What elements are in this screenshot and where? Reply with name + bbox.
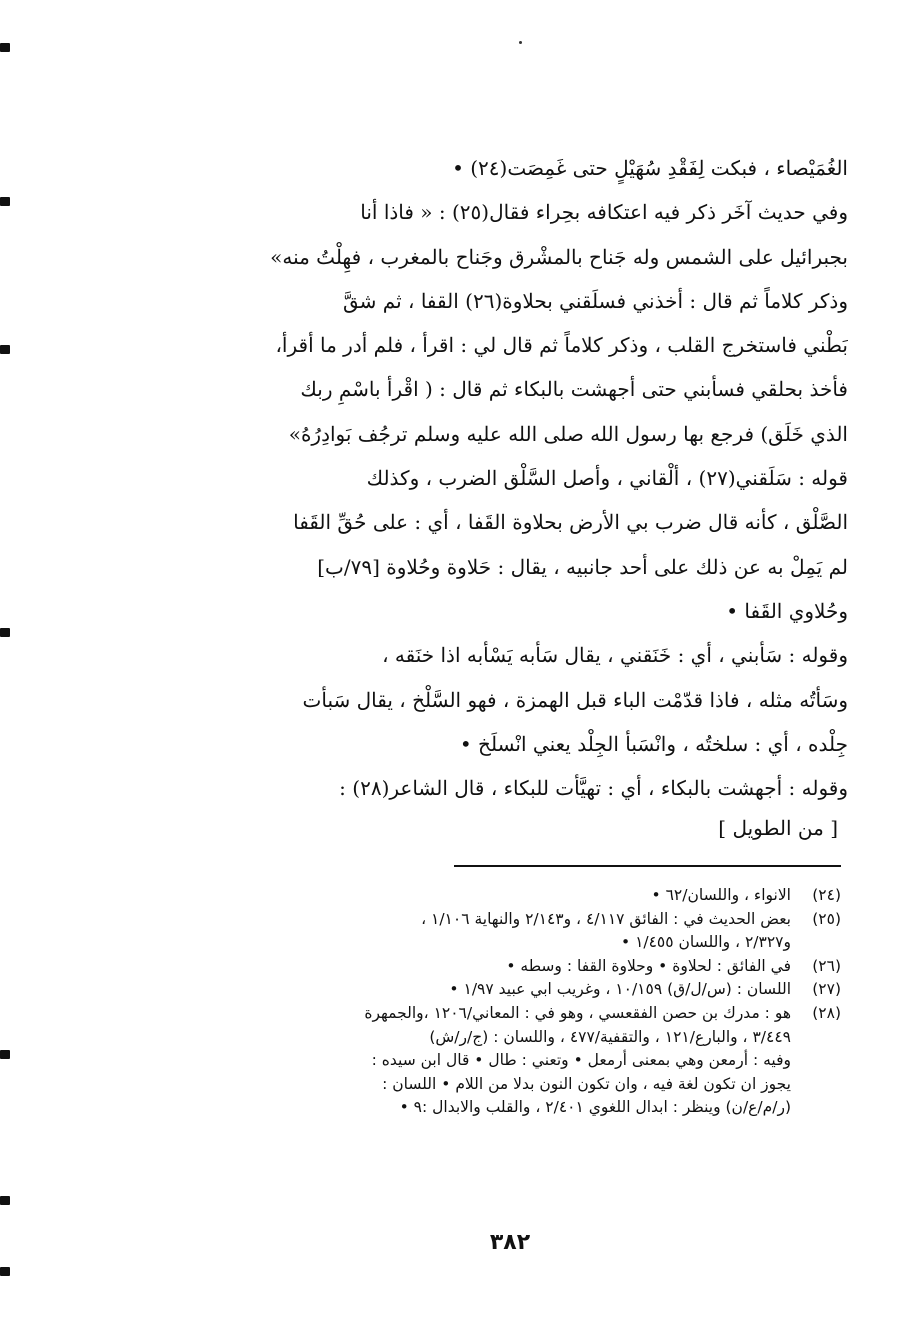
text-line: الغُمَيْصاء ، فبكت لِفَقْدِ سُهَيْلٍ حتى غَمِصَت(٢٤) • (452, 156, 848, 180)
footnote-line: وفيه : أرمعن وهي بمعنى أرمعل • وتعني : طال • قال ابن سيده : (371, 1051, 791, 1070)
ink-speck (519, 41, 522, 44)
text-line: وسَأتُه مثله ، فاذا قدّمْت الباء قبل الهمزة ، فهو السَّلْخ ، يقال سَبأت (302, 687, 848, 712)
text-line: بَطْني فاستخرج القلب ، وذكر كلاماً ثم قال لي : اقرأ ، فلم أدر ما أقرأ، (275, 333, 848, 358)
footnote (176, 908, 841, 955)
meter-label: [ من الطويل ] (718, 816, 838, 840)
footnote-number: (٢٥) (812, 909, 841, 928)
footnote-line: اللسان : (س/ل/ق) ١٠/١٥٩ ، وغريب ابي عبيد ١/٩٧ • (449, 980, 791, 999)
footnote-number: (٢٧) (812, 980, 841, 999)
text-line: وقوله : أجهشت بالبكاء ، أي : تهيَّأت للبكاء ، قال الشاعر(٢٨) : (339, 776, 848, 801)
text-line: لم يَمِلْ به عن ذلك على أحد جانبيه ، يقال : حَلاوة وحُلاوة [٧٩/ب] (317, 554, 848, 579)
footnote-text (176, 884, 791, 908)
footnote-line: (ر/م/ع/ن) وينظر : ابدال اللغوي ٢/٤٠١ ، والقلب والابدال :٩ • (399, 1098, 791, 1117)
binding-mark (0, 1050, 10, 1059)
binding-mark (0, 345, 10, 354)
main-text (168, 146, 848, 810)
footnote-number: (٢٨) (812, 1003, 841, 1022)
binding-mark (0, 197, 10, 206)
text-line: الصَّلْق ، كأنه قال ضرب بي الأرض بحلاوة القَفا ، أي : على حُقِّ القَفا (293, 510, 848, 535)
footnote-line: بعض الحديث في : الفائق ٤/١١٧ ، و٢/١٤٣ والنهاية ١/١٠٦ ، (421, 909, 791, 928)
text-line: وفي حديث آخَر ذكر فيه اعتكافه بحِراء فقال(٢٥) : « فاذا أنا (360, 200, 848, 225)
page-number: ٣٨٢ (489, 1230, 531, 1255)
footnote-line: ٣/٤٤٩ ، والبارع/١٢١ ، والتقفية/٤٧٧ ، واللسان : (ج/ر/ش) (429, 1027, 791, 1046)
text-line: بجبرائيل على الشمس وله جَناح بالمشْرق وجَناح بالمغرب ، فهِلْتُ منه» (270, 244, 848, 269)
footnote-text (176, 908, 791, 955)
footnote-line: في الفائق : لحلاوة • وحلاوة القفا : وسطه • (506, 956, 791, 975)
footnote-number: (٢٦) (812, 956, 841, 975)
binding-mark (0, 1267, 10, 1276)
binding-mark (0, 628, 10, 637)
footnote (176, 978, 841, 1002)
text-line: جِلْده ، أي : سلختُه ، وانْسَبأ الجِلْد يعني انْسلَخ • (459, 731, 848, 756)
footnote-line: هو : مدرك بن حصن الفقعسي ، وهو في : المعاني/١٢٠٦ ،والجمهرة (364, 1003, 791, 1022)
binding-mark (0, 1196, 10, 1205)
text-line: وقوله : سَأبني ، أي : خَنَقني ، يقال سَأبه يَسْأبه اذا خنَقه ، (382, 643, 848, 668)
footnote-line: و٢/٣٢٧ ، واللسان ١/٤٥٥ • (620, 933, 791, 952)
footnote-number: (٢٤) (812, 886, 841, 904)
text-line: وحُلاوي القَفا • (726, 598, 848, 623)
footnote (176, 884, 841, 908)
footnote (176, 955, 841, 979)
footnote (176, 1002, 841, 1120)
text-line: فأخذ بحلقي فسأبني حتى أجهشت بالبكاء ثم قال : ( اقْرأ باسْمِ ربك (300, 377, 848, 402)
text-line: وذكر كلاماً ثم قال : أخذني فسلَقني بحلاوة(٢٦) القفا ، ثم شقَّ (342, 288, 848, 313)
text-line: قوله : سَلَقني(٢٧) ، ألْقاني ، وأصل السَّلْق الضرب ، وكذلك (366, 466, 848, 491)
footnote-line: الانواء ، واللسان/٦٢ • (651, 886, 791, 904)
footnote-text (176, 978, 791, 1002)
footnotes (176, 884, 841, 1120)
footnote-line: يجوز ان تكون لغة فيه ، وان تكون النون بدلا من اللام • اللسان : (382, 1074, 791, 1093)
text-line: الذي خَلَق) فرجع بها رسول الله صلى الله عليه وسلم ترجُف بَوادِرُهُ» (288, 421, 848, 446)
binding-mark (0, 43, 10, 52)
footnote-text (176, 955, 791, 979)
footnote-text (176, 1002, 791, 1120)
footnote-divider (454, 865, 841, 867)
